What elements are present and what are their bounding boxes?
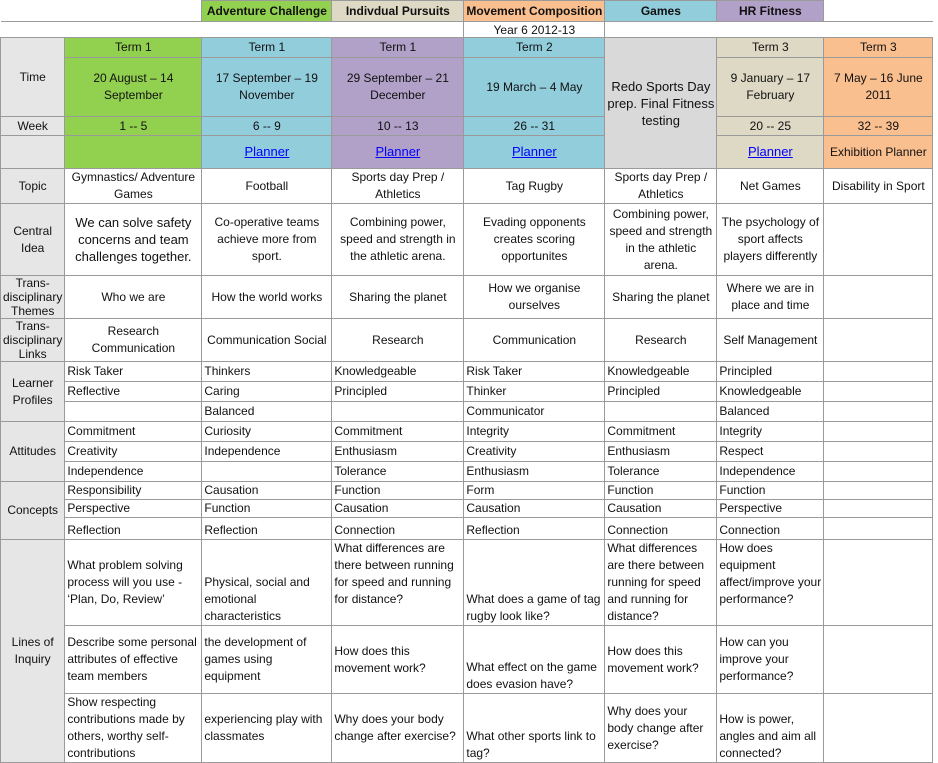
blank-cell[interactable] bbox=[332, 22, 464, 38]
link-cell[interactable]: Communication bbox=[464, 319, 605, 362]
theme-cell[interactable]: Where we are in place and time bbox=[717, 276, 824, 319]
learner-cell[interactable]: Principled bbox=[717, 362, 824, 382]
learner-cell[interactable]: Balanced bbox=[202, 402, 332, 422]
row-label-learner-profiles[interactable]: Learner Profiles bbox=[1, 362, 65, 422]
inquiry-cell[interactable]: How does equipment affect/improve your performance? bbox=[717, 540, 824, 626]
concept-cell[interactable]: Function bbox=[717, 482, 824, 500]
col-hr-fitness[interactable]: HR Fitness bbox=[717, 1, 824, 22]
concept-cell[interactable]: Responsibility bbox=[65, 482, 202, 500]
row-label-attitudes[interactable]: Attitudes bbox=[1, 422, 65, 482]
attitude-cell[interactable]: Enthusiasm bbox=[605, 442, 717, 462]
week-cell[interactable]: 20 -- 25 bbox=[717, 117, 824, 136]
central-idea-cell[interactable]: Co-operative teams achieve more from sport. bbox=[202, 204, 332, 276]
learner-cell[interactable]: Knowledgeable bbox=[717, 382, 824, 402]
learner-cell[interactable]: Caring bbox=[202, 382, 332, 402]
blank-cell[interactable] bbox=[824, 694, 933, 763]
concept-cell[interactable]: Reflection bbox=[464, 518, 605, 540]
theme-cell[interactable]: Sharing the planet bbox=[605, 276, 717, 319]
theme-cell[interactable]: Who we are bbox=[65, 276, 202, 319]
col-games[interactable]: Games bbox=[605, 1, 717, 22]
learner-cell[interactable]: Thinkers bbox=[202, 362, 332, 382]
planner-link[interactable]: Planner bbox=[375, 144, 421, 159]
central-idea-cell[interactable]: We can solve safety concerns and team challenges together. bbox=[65, 204, 202, 276]
theme-cell[interactable]: How the world works bbox=[202, 276, 332, 319]
date-cell[interactable]: 7 May – 16 June 2011 bbox=[824, 58, 933, 117]
attitude-cell[interactable]: Integrity bbox=[717, 422, 824, 442]
term-cell[interactable]: Term 2 bbox=[464, 38, 605, 58]
inquiry-cell[interactable]: What differences are there between running for speed and running for distance? bbox=[332, 540, 464, 626]
row-label-trans-links[interactable]: Trans-disciplinary Links bbox=[1, 319, 65, 362]
learner-cell[interactable] bbox=[605, 402, 717, 422]
blank-cell[interactable] bbox=[1, 22, 65, 38]
exhibition-planner-cell[interactable]: Exhibition Planner bbox=[824, 136, 933, 169]
attitude-cell[interactable]: Independence bbox=[202, 442, 332, 462]
link-cell[interactable]: Self Management bbox=[717, 319, 824, 362]
inquiry-cell[interactable]: Physical, social and emotional characteristics bbox=[202, 540, 332, 626]
term-cell[interactable]: Term 1 bbox=[332, 38, 464, 58]
attitude-cell[interactable]: Enthusiasm bbox=[464, 462, 605, 482]
concept-cell[interactable]: Function bbox=[202, 500, 332, 518]
row-label-topic[interactable]: Topic bbox=[1, 169, 65, 204]
learner-cell[interactable]: Thinker bbox=[464, 382, 605, 402]
learner-cell[interactable]: Risk Taker bbox=[65, 362, 202, 382]
row-label-trans-themes[interactable]: Trans-disciplinary Themes bbox=[1, 276, 65, 319]
attitude-cell[interactable]: Independence bbox=[717, 462, 824, 482]
attitude-cell[interactable]: Commitment bbox=[65, 422, 202, 442]
inquiry-cell[interactable]: How does this movement work? bbox=[332, 626, 464, 694]
learner-cell[interactable]: Communicator bbox=[464, 402, 605, 422]
col-adventure-challenge[interactable]: Adventure Challenge bbox=[202, 1, 332, 22]
learner-cell[interactable] bbox=[65, 402, 202, 422]
blank-cell[interactable] bbox=[824, 382, 933, 402]
topic-cell[interactable]: Sports day Prep / Athletics bbox=[605, 169, 717, 204]
attitude-cell[interactable]: Curiosity bbox=[202, 422, 332, 442]
concept-cell[interactable]: Function bbox=[605, 482, 717, 500]
inquiry-cell[interactable]: How does this movement work? bbox=[605, 626, 717, 694]
attitude-cell[interactable]: Independence bbox=[65, 462, 202, 482]
topic-cell[interactable]: Disability in Sport bbox=[824, 169, 933, 204]
attitude-cell[interactable]: Commitment bbox=[332, 422, 464, 442]
inquiry-cell[interactable]: What does a game of tag rugby look like? bbox=[464, 540, 605, 626]
week-cell[interactable]: 32 -- 39 bbox=[824, 117, 933, 136]
link-cell[interactable]: Research bbox=[605, 319, 717, 362]
blank-cell[interactable] bbox=[824, 540, 933, 626]
blank-cell[interactable] bbox=[1, 136, 65, 169]
term-cell[interactable]: Term 3 bbox=[717, 38, 824, 58]
central-idea-cell[interactable]: Combining power, speed and strength in the athletic arena. bbox=[605, 204, 717, 276]
attitude-cell[interactable]: Creativity bbox=[464, 442, 605, 462]
topic-cell[interactable]: Football bbox=[202, 169, 332, 204]
col-individual-pursuits[interactable]: Indivdual Pursuits bbox=[332, 1, 464, 22]
blank-cell[interactable] bbox=[65, 22, 202, 38]
blank-cell[interactable] bbox=[824, 518, 933, 540]
row-label-central-idea[interactable]: Central Idea bbox=[1, 204, 65, 276]
term-cell[interactable]: Term 3 bbox=[824, 38, 933, 58]
central-idea-cell[interactable] bbox=[824, 204, 933, 276]
central-idea-cell[interactable]: Combining power, speed and strength in the athletic arena. bbox=[332, 204, 464, 276]
learner-cell[interactable]: Principled bbox=[332, 382, 464, 402]
attitude-cell[interactable]: Integrity bbox=[464, 422, 605, 442]
week-cell[interactable]: 26 -- 31 bbox=[464, 117, 605, 136]
link-cell[interactable]: Communication Social bbox=[202, 319, 332, 362]
concept-cell[interactable]: Connection bbox=[717, 518, 824, 540]
learner-cell[interactable]: Knowledgeable bbox=[605, 362, 717, 382]
topic-cell[interactable]: Gymnastics/ Adventure Games bbox=[65, 169, 202, 204]
date-cell[interactable]: 9 January – 17 February bbox=[717, 58, 824, 117]
link-cell[interactable]: Research Communication bbox=[65, 319, 202, 362]
blank-cell[interactable] bbox=[824, 22, 933, 38]
attitude-cell[interactable]: Respect bbox=[717, 442, 824, 462]
blank-cell[interactable] bbox=[824, 626, 933, 694]
inquiry-cell[interactable]: the development of games using equipment bbox=[202, 626, 332, 694]
inquiry-cell[interactable]: Why does your body change after exercise? bbox=[332, 694, 464, 763]
inquiry-cell[interactable]: How is power, angles and aim all connected? bbox=[717, 694, 824, 763]
concept-cell[interactable]: Form bbox=[464, 482, 605, 500]
blank-cell[interactable] bbox=[65, 1, 202, 22]
concept-cell[interactable]: Causation bbox=[202, 482, 332, 500]
blank-cell[interactable] bbox=[824, 402, 933, 422]
inquiry-cell[interactable]: How can you improve your performance? bbox=[717, 626, 824, 694]
week-cell[interactable]: 10 -- 13 bbox=[332, 117, 464, 136]
planner-link[interactable]: Planner bbox=[511, 144, 557, 159]
central-idea-cell[interactable]: Evading opponents creates scoring opportunites bbox=[464, 204, 605, 276]
blank-cell[interactable] bbox=[824, 362, 933, 382]
learner-cell[interactable]: Risk Taker bbox=[464, 362, 605, 382]
planner-link[interactable]: Planner bbox=[244, 144, 290, 159]
blank-cell[interactable] bbox=[202, 22, 332, 38]
theme-cell[interactable]: Sharing the planet bbox=[332, 276, 464, 319]
inquiry-cell[interactable]: What effect on the game does evasion have? bbox=[464, 626, 605, 694]
week-cell[interactable]: 1 -- 5 bbox=[65, 117, 202, 136]
blank-cell[interactable] bbox=[824, 500, 933, 518]
concept-cell[interactable]: Perspective bbox=[65, 500, 202, 518]
corner-cell[interactable] bbox=[1, 1, 65, 22]
col-movement-composition[interactable]: Movement Composition bbox=[464, 1, 605, 22]
blank-cell[interactable] bbox=[717, 22, 824, 38]
blank-cell[interactable] bbox=[824, 319, 933, 362]
blank-cell[interactable] bbox=[824, 276, 933, 319]
planner-link[interactable]: Planner bbox=[747, 144, 793, 159]
inquiry-cell[interactable]: Describe some personal attributes of effective team members bbox=[65, 626, 202, 694]
inquiry-cell[interactable]: What other sports link to tag? bbox=[464, 694, 605, 763]
concept-cell[interactable]: Perspective bbox=[717, 500, 824, 518]
attitude-cell[interactable] bbox=[202, 462, 332, 482]
topic-cell[interactable]: Net Games bbox=[717, 169, 824, 204]
term-cell[interactable]: Term 1 bbox=[65, 38, 202, 58]
attitude-cell[interactable]: Enthusiasm bbox=[332, 442, 464, 462]
concept-cell[interactable]: Reflection bbox=[65, 518, 202, 540]
blank-cell[interactable] bbox=[605, 22, 717, 38]
date-cell[interactable]: 20 August – 14 September bbox=[65, 58, 202, 117]
date-cell[interactable]: 17 September – 19 November bbox=[202, 58, 332, 117]
inquiry-cell[interactable]: What differences are there between running for speed and running for distance? bbox=[605, 540, 717, 626]
week-cell[interactable]: 6 -- 9 bbox=[202, 117, 332, 136]
row-label-time[interactable]: Time bbox=[1, 38, 65, 117]
blank-cell[interactable] bbox=[824, 462, 933, 482]
inquiry-cell[interactable]: Show respecting contributions made by others, worthy self-contributions bbox=[65, 694, 202, 763]
concept-cell[interactable]: Reflection bbox=[202, 518, 332, 540]
inquiry-cell[interactable]: What problem solving process will you use - ‘Plan, Do, Review’ bbox=[65, 540, 202, 626]
date-cell[interactable]: 19 March – 4 May bbox=[464, 58, 605, 117]
learner-cell[interactable]: Reflective bbox=[65, 382, 202, 402]
concept-cell[interactable]: Causation bbox=[605, 500, 717, 518]
concept-cell[interactable]: Connection bbox=[332, 518, 464, 540]
link-cell[interactable]: Research bbox=[332, 319, 464, 362]
row-label-lines-of-inquiry[interactable]: Lines of Inquiry bbox=[1, 540, 65, 763]
blank-cell[interactable] bbox=[824, 442, 933, 462]
blank-cell[interactable] bbox=[824, 422, 933, 442]
learner-cell[interactable]: Balanced bbox=[717, 402, 824, 422]
inquiry-cell[interactable]: experiencing play with classmates bbox=[202, 694, 332, 763]
games-note-cell[interactable]: Redo Sports Day prep. Final Fitness testing bbox=[605, 38, 717, 169]
learner-cell[interactable]: Principled bbox=[605, 382, 717, 402]
topic-cell[interactable]: Sports day Prep / Athletics bbox=[332, 169, 464, 204]
inquiry-cell[interactable]: Why does your body change after exercise? bbox=[605, 694, 717, 763]
topic-cell[interactable]: Tag Rugby bbox=[464, 169, 605, 204]
row-label-concepts[interactable]: Concepts bbox=[1, 482, 65, 540]
blank-cell[interactable] bbox=[824, 1, 933, 22]
term-cell[interactable]: Term 1 bbox=[202, 38, 332, 58]
blank-cell[interactable] bbox=[65, 136, 202, 169]
attitude-cell[interactable]: Commitment bbox=[605, 422, 717, 442]
central-idea-cell[interactable]: The psychology of sport affects players differently bbox=[717, 204, 824, 276]
date-cell[interactable]: 29 September – 21 December bbox=[332, 58, 464, 117]
row-label-week[interactable]: Week bbox=[1, 117, 65, 136]
theme-cell[interactable]: How we organise ourselves bbox=[464, 276, 605, 319]
attitude-cell[interactable]: Tolerance bbox=[332, 462, 464, 482]
concept-cell[interactable]: Connection bbox=[605, 518, 717, 540]
learner-cell[interactable] bbox=[332, 402, 464, 422]
year-label[interactable]: Year 6 2012-13 bbox=[464, 22, 605, 38]
attitude-cell[interactable]: Creativity bbox=[65, 442, 202, 462]
blank-cell[interactable] bbox=[824, 482, 933, 500]
learner-cell[interactable]: Knowledgeable bbox=[332, 362, 464, 382]
concept-cell[interactable]: Causation bbox=[332, 500, 464, 518]
concept-cell[interactable]: Causation bbox=[464, 500, 605, 518]
attitude-cell[interactable]: Tolerance bbox=[605, 462, 717, 482]
concept-cell[interactable]: Function bbox=[332, 482, 464, 500]
